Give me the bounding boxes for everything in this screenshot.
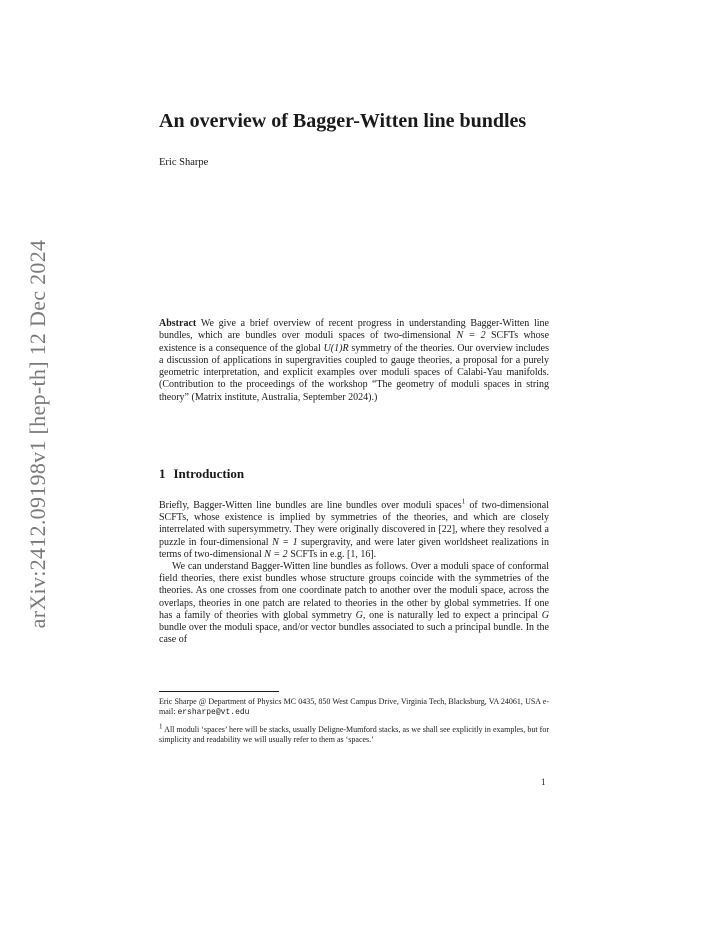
paper-title: An overview of Bagger-Witten line bundles bbox=[159, 110, 527, 132]
paragraph-1-math-2: N = 2 bbox=[264, 548, 288, 560]
abstract-block bbox=[159, 318, 549, 404]
abstract-text-3: symmetry of the theories. Our overview includes a discussion of applications in supergravities coupled to gauge theories, a proposal for a purely geometric interpretation, and explicit examples over moduli spaces of Calabi-Yau manifolds. (Contribution to the proceedings of the workshop “The geometry of moduli spaces in string theory” (Matrix institute, Australia, September 2024).) bbox=[159, 342, 550, 403]
footnote-1-mark: 1 bbox=[159, 721, 163, 730]
paragraph-1-text-4: SCFTs in e.g. [1, 16]. bbox=[287, 548, 377, 560]
arxiv-identifier-stamp: arXiv:2412.09198v1 [hep-th] 12 Dec 2024 bbox=[25, 239, 50, 629]
paragraph-2-text-3: bundle over the moduli space, and/or vector bundles associated to such a principal bundle. In the case of bbox=[159, 622, 549, 646]
paragraph-2 bbox=[159, 561, 549, 646]
section-title: Introduction bbox=[173, 466, 245, 481]
paragraph-1-text-1: Briefly, Bagger-Witten line bundles are line bundles over moduli spaces bbox=[159, 500, 462, 511]
affiliation-footnote bbox=[159, 697, 549, 719]
abstract-text-1: We give a brief overview of recent progress in understanding Bagger-Witten line bundles, which are bundles over moduli spaces of two-dimensional bbox=[159, 318, 549, 342]
body-text bbox=[159, 497, 549, 646]
paragraph-2-text-2: , one is naturally led to expect a principal bbox=[362, 609, 542, 621]
section-heading bbox=[159, 466, 549, 482]
section-number: 1 bbox=[159, 466, 166, 481]
affiliation-text: Eric Sharpe @ Department of Physics MC 0435, 850 West Campus Drive, Virginia Tech, Blacksburg, VA 24061, USA e-mail: bbox=[159, 697, 549, 717]
paragraph-1-math-1: N = 1 bbox=[272, 536, 298, 548]
paragraph-1 bbox=[159, 497, 549, 561]
paragraph-2-text-1: We can understand Bagger-Witten line bundles as follows. Over a moduli space of conformal field theories, there exist bundles whose structure groups coincide with the symmetries of the theories. As one crosses from one coordinate patch to another over the moduli space, across the overlaps, theories in one patch are related to theories in the other by global symmetries. If one has a family of theories with global symmetry bbox=[159, 561, 549, 621]
footnote-separator bbox=[159, 691, 279, 692]
paragraph-2-math-g2: G bbox=[541, 609, 549, 621]
abstract-label: Abstract bbox=[159, 318, 197, 329]
footnote-marker: 1 bbox=[461, 497, 466, 506]
footnote-1-text: All moduli ‘spaces’ here will be stacks, usually Deligne-Mumford stacks, as we shall see explicitly in examples, but for simplicity and readability we will usually refer to them as ‘spaces.’ bbox=[159, 724, 549, 744]
footnote-1 bbox=[159, 721, 549, 746]
paragraph-1-text-3: supergravity, and were later given worldsheet realizations in terms of two-dimensional bbox=[159, 536, 549, 560]
abstract-text-2: SCFTs whose existence is a consequence of the global bbox=[159, 330, 550, 354]
author-name: Eric Sharpe bbox=[159, 157, 209, 168]
page-number: 1 bbox=[541, 777, 546, 787]
abstract-math-n2: N = 2 bbox=[456, 330, 486, 342]
footnotes bbox=[159, 697, 549, 751]
paragraph-1-text-2: of two-dimensional SCFTs, whose existence is implied by symmetries of the theories, and which are closely interrelated with supersymmetry. They were originally discovered in [22], where they resolved a puzzle in four-dimensional bbox=[159, 500, 549, 548]
author-email: ersharpe@vt.edu bbox=[177, 708, 250, 718]
abstract-math-u1r: U(1)R bbox=[323, 342, 349, 354]
paragraph-2-math-g1: G bbox=[355, 609, 363, 621]
